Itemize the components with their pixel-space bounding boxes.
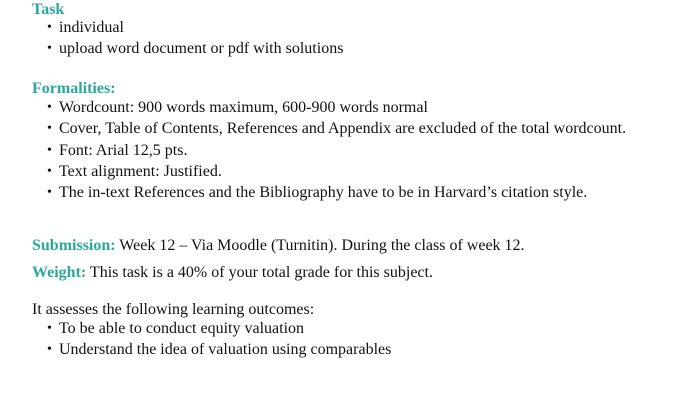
list-item: • Understand the idea of valuation using comparables <box>0 339 391 360</box>
bullet-icon: • <box>47 163 52 179</box>
bullet-icon: • <box>47 142 52 158</box>
outcomes-intro: It assesses the following learning outcomes: <box>32 301 315 318</box>
bullet-icon: • <box>47 321 52 336</box>
formalities-heading: Formalities: <box>32 80 116 97</box>
list-item: • The in-text References and the Bibliography have to be in Harvard’s citation style. <box>0 182 626 203</box>
weight-label: Weight: <box>32 264 87 281</box>
weight-line <box>32 263 433 283</box>
submission-line <box>32 236 525 256</box>
list-item: • upload word document or pdf with solutions <box>0 38 343 59</box>
formalities-list <box>0 97 626 203</box>
list-item: • Cover, Table of Contents, References and Appendix are excluded of the total wordcount. <box>0 118 626 139</box>
list-item: • Wordcount: 900 words maximum, 600-900 words normal <box>0 97 626 118</box>
bullet-icon: • <box>47 342 52 358</box>
list-item: • individual <box>0 17 343 38</box>
task-list <box>0 17 343 60</box>
submission-text: Week 12 – Via Moodle (Turnitin). During the class of week 12. <box>115 237 525 254</box>
task-heading: Task <box>32 1 65 18</box>
bullet-icon: • <box>47 20 52 35</box>
bullet-icon: • <box>47 185 52 201</box>
bullet-icon: • <box>47 121 52 137</box>
submission-label: Submission: <box>32 237 116 254</box>
outcomes-list <box>0 318 391 361</box>
list-item: • Font: Arial 12,5 pts. <box>0 140 626 161</box>
bullet-icon: • <box>47 100 52 115</box>
list-item: • Text alignment: Justified. <box>0 161 626 182</box>
weight-text: This task is a 40% of your total grade for this subject. <box>86 264 433 281</box>
list-item: • To be able to conduct equity valuation <box>0 318 391 339</box>
bullet-icon: • <box>47 41 52 57</box>
